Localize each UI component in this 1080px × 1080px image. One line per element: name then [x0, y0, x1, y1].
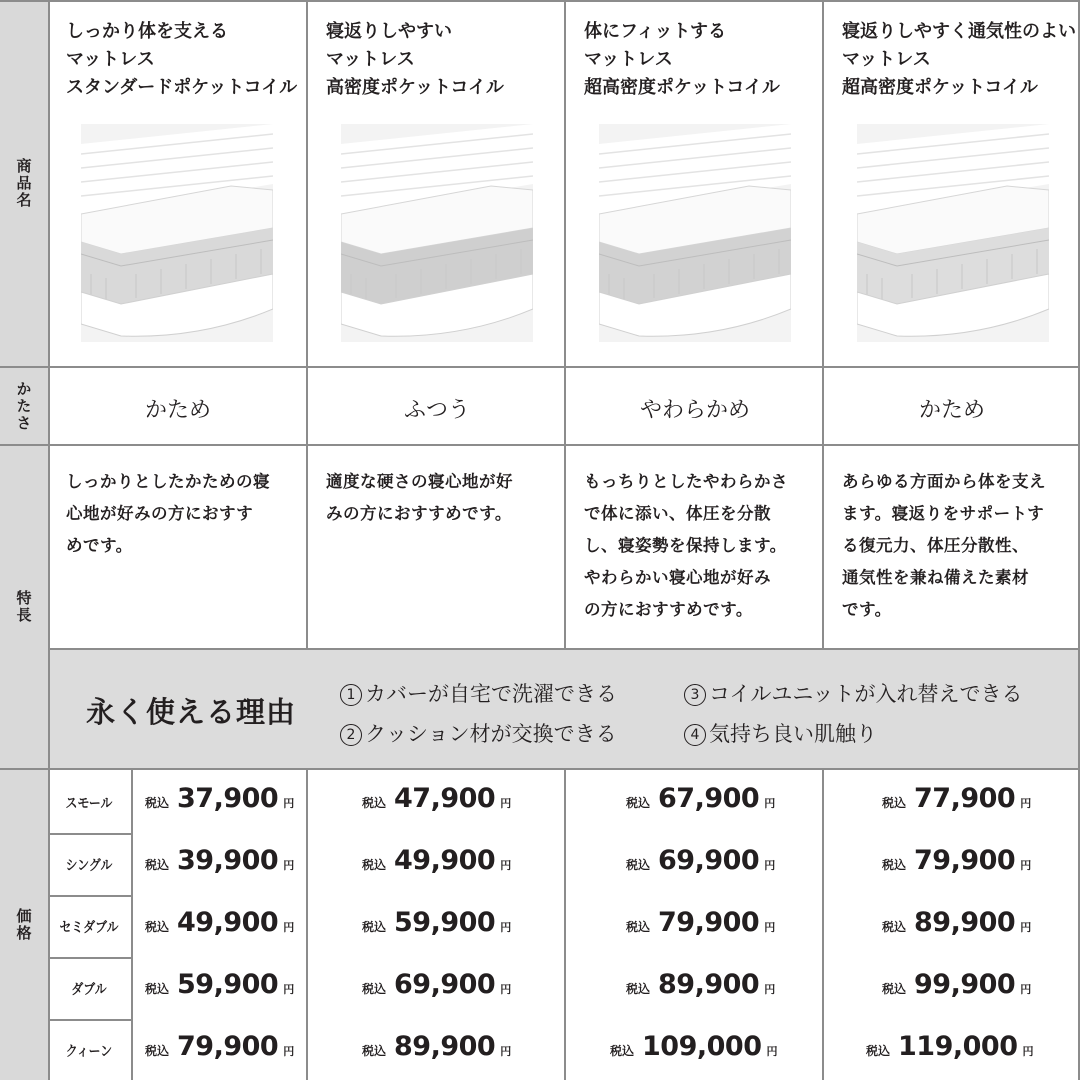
- price-cell: [882, 783, 1031, 814]
- row-label-product-name: 商品名: [0, 0, 48, 366]
- product-title-line: しっかり体を支える: [66, 21, 228, 42]
- feature-text: [842, 466, 1076, 626]
- product-title: [326, 18, 564, 102]
- yen-label: 円: [764, 859, 776, 872]
- yen-label: 円: [764, 797, 776, 810]
- price-amount: 39,900: [177, 845, 279, 876]
- size-label: セミダブル: [59, 920, 119, 936]
- row-label-firmness: かたさ: [0, 368, 48, 444]
- tax-included-label: 税込: [610, 1044, 635, 1058]
- size-label: シングル: [65, 858, 113, 874]
- product-title-line: マットレス: [842, 49, 931, 70]
- tax-included-label: 税込: [626, 796, 651, 810]
- price-cell: [882, 845, 1031, 876]
- price-amount: 79,900: [914, 845, 1016, 876]
- size-label: クィーン: [65, 1044, 113, 1060]
- yen-label: 円: [1020, 921, 1032, 934]
- feature-line: る復元力、体圧分散性、: [842, 536, 1029, 555]
- feature-line: の方におすすめです。: [584, 600, 753, 619]
- feature-line: ます。寝返りをサポートす: [842, 504, 1045, 523]
- price-cell: [626, 907, 775, 938]
- product-title-line: 体にフィットする: [584, 21, 727, 42]
- yen-label: 円: [1022, 1045, 1034, 1058]
- grid-line: [0, 444, 1080, 446]
- feature-line: あらゆる方面から体を支え: [842, 472, 1046, 491]
- price-cell: [626, 969, 775, 1000]
- reason-number-badge: 1: [340, 684, 362, 706]
- yen-label: 円: [283, 921, 295, 934]
- tax-included-label: 税込: [145, 920, 170, 934]
- product-title: [842, 18, 1078, 102]
- price-cell: [626, 845, 775, 876]
- reason-item: 4 気持ち良い肌触り: [684, 718, 877, 748]
- reason-number-badge: 2: [340, 724, 362, 746]
- reason-number-badge: 4: [684, 724, 706, 746]
- tax-included-label: 税込: [362, 858, 387, 872]
- price-cell: [145, 907, 294, 938]
- feature-line: めです。: [66, 536, 133, 555]
- feature-line: やわらかい寝心地が好み: [584, 568, 771, 587]
- tax-included-label: 税込: [145, 982, 170, 996]
- price-cell: [362, 969, 511, 1000]
- grid-line: [48, 833, 132, 835]
- tax-included-label: 税込: [882, 858, 907, 872]
- product-title-line: 超高密度ポケットコイル: [842, 77, 1038, 98]
- product-title-line: 超高密度ポケットコイル: [584, 77, 780, 98]
- product-title-line: スタンダードポケットコイル: [66, 77, 298, 98]
- price-amount: 99,900: [914, 969, 1016, 1000]
- reason-item: 1 カバーが自宅で洗濯できる: [340, 678, 617, 708]
- grid-line: [822, 0, 824, 650]
- price-amount: 109,000: [642, 1031, 762, 1062]
- yen-label: 円: [764, 983, 776, 996]
- price-cell: [362, 845, 511, 876]
- mattress-image: [599, 124, 791, 342]
- price-amount: 89,900: [394, 1031, 496, 1062]
- tax-included-label: 税込: [145, 1044, 170, 1058]
- feature-line: で体に添い、体圧を分散: [584, 504, 771, 523]
- price-amount: 69,900: [394, 969, 496, 1000]
- yen-label: 円: [500, 983, 512, 996]
- grid-line: [564, 768, 566, 1080]
- yen-label: 円: [1020, 859, 1032, 872]
- feature-line: 適度な硬さの寝心地が好: [326, 472, 513, 491]
- price-amount: 79,900: [177, 1031, 279, 1062]
- tax-included-label: 税込: [145, 796, 170, 810]
- grid-line: [48, 957, 132, 959]
- grid-line: [0, 0, 1080, 2]
- product-title: [66, 18, 306, 102]
- price-amount: 59,900: [177, 969, 279, 1000]
- tax-included-label: 税込: [362, 920, 387, 934]
- feature-line: です。: [842, 600, 892, 619]
- price-cell: [362, 783, 511, 814]
- grid-line: [822, 768, 824, 1080]
- price-amount: 37,900: [177, 783, 279, 814]
- yen-label: 円: [766, 1045, 778, 1058]
- yen-label: 円: [500, 797, 512, 810]
- feature-text: [584, 466, 820, 626]
- firmness-value: かため: [144, 397, 211, 423]
- feature-line: みの方におすすめです。: [326, 504, 512, 523]
- product-title-line: マットレス: [326, 49, 415, 70]
- yen-label: 円: [500, 921, 512, 934]
- price-amount: 77,900: [914, 783, 1016, 814]
- price-amount: 67,900: [658, 783, 760, 814]
- product-title-line: マットレス: [66, 49, 155, 70]
- price-amount: 49,900: [177, 907, 279, 938]
- tax-included-label: 税込: [626, 920, 651, 934]
- price-amount: 47,900: [394, 783, 496, 814]
- yen-label: 円: [283, 1045, 295, 1058]
- feature-line: 通気性を兼ね備えた素材: [842, 568, 1029, 587]
- yen-label: 円: [283, 797, 295, 810]
- product-title: [584, 18, 822, 102]
- product-title-line: 高密度ポケットコイル: [326, 77, 504, 98]
- price-cell: [145, 783, 294, 814]
- firmness-value: かため: [918, 397, 985, 423]
- grid-line: [131, 768, 133, 1080]
- tax-included-label: 税込: [626, 858, 651, 872]
- yen-label: 円: [283, 983, 295, 996]
- tax-included-label: 税込: [362, 1044, 387, 1058]
- tax-included-label: 税込: [866, 1044, 891, 1058]
- grid-line: [564, 0, 566, 650]
- yen-label: 円: [1020, 983, 1032, 996]
- feature-line: 心地が好みの方におすす: [66, 504, 254, 523]
- price-cell: [145, 845, 294, 876]
- feature-line: しっかりとしたかための寝: [66, 472, 270, 491]
- grid-line: [306, 768, 308, 1080]
- price-amount: 79,900: [658, 907, 760, 938]
- size-label: スモール: [65, 796, 113, 812]
- reason-item: 2 クッション材が交換できる: [340, 718, 617, 748]
- grid-line: [0, 768, 1080, 770]
- tax-included-label: 税込: [626, 982, 651, 996]
- firmness-value: ふつう: [403, 397, 470, 423]
- product-title-line: 寝返りしやすい: [326, 21, 452, 42]
- price-cell: [145, 969, 294, 1000]
- feature-line: もっちりとしたやわらかさ: [584, 472, 788, 491]
- row-label-price: 価格: [0, 770, 48, 1080]
- price-cell: [362, 1031, 511, 1062]
- yen-label: 円: [500, 1045, 512, 1058]
- grid-line: [48, 1019, 132, 1021]
- price-cell: [610, 1031, 778, 1062]
- price-amount: 69,900: [658, 845, 760, 876]
- grid-line: [0, 366, 1080, 368]
- yen-label: 円: [764, 921, 776, 934]
- tax-included-label: 税込: [362, 982, 387, 996]
- price-cell: [882, 969, 1031, 1000]
- price-amount: 49,900: [394, 845, 496, 876]
- tax-included-label: 税込: [362, 796, 387, 810]
- size-label: ダブル: [71, 982, 107, 998]
- grid-line: [48, 895, 132, 897]
- yen-label: 円: [283, 859, 295, 872]
- feature-text: [66, 466, 304, 562]
- mattress-image: [81, 124, 273, 342]
- product-title-line: 寝返りしやすく通気性のよい: [842, 21, 1076, 42]
- yen-label: 円: [1020, 797, 1032, 810]
- tax-included-label: 税込: [882, 982, 907, 996]
- grid-line: [48, 0, 50, 1080]
- mattress-image: [857, 124, 1049, 342]
- feature-text: [326, 466, 562, 530]
- price-amount: 119,000: [898, 1031, 1018, 1062]
- tax-included-label: 税込: [145, 858, 170, 872]
- price-cell: [882, 907, 1031, 938]
- row-label-features: 特長: [0, 446, 48, 768]
- price-amount: 89,900: [658, 969, 760, 1000]
- reason-number-badge: 3: [684, 684, 706, 706]
- grid-line: [306, 0, 308, 650]
- firmness-value: やわらかめ: [639, 397, 750, 423]
- price-amount: 59,900: [394, 907, 496, 938]
- tax-included-label: 税込: [882, 920, 907, 934]
- product-title-line: マットレス: [584, 49, 673, 70]
- yen-label: 円: [500, 859, 512, 872]
- reasons-title: 永く使える理由: [86, 695, 297, 729]
- mattress-image: [341, 124, 533, 342]
- price-cell: [866, 1031, 1034, 1062]
- price-cell: [626, 783, 775, 814]
- price-cell: [145, 1031, 294, 1062]
- reason-item: 3 コイルユニットが入れ替えできる: [684, 678, 1023, 708]
- reasons-band: [48, 650, 1080, 768]
- price-amount: 89,900: [914, 907, 1016, 938]
- feature-line: し、寝姿勢を保持します。: [584, 536, 787, 555]
- price-cell: [362, 907, 511, 938]
- tax-included-label: 税込: [882, 796, 907, 810]
